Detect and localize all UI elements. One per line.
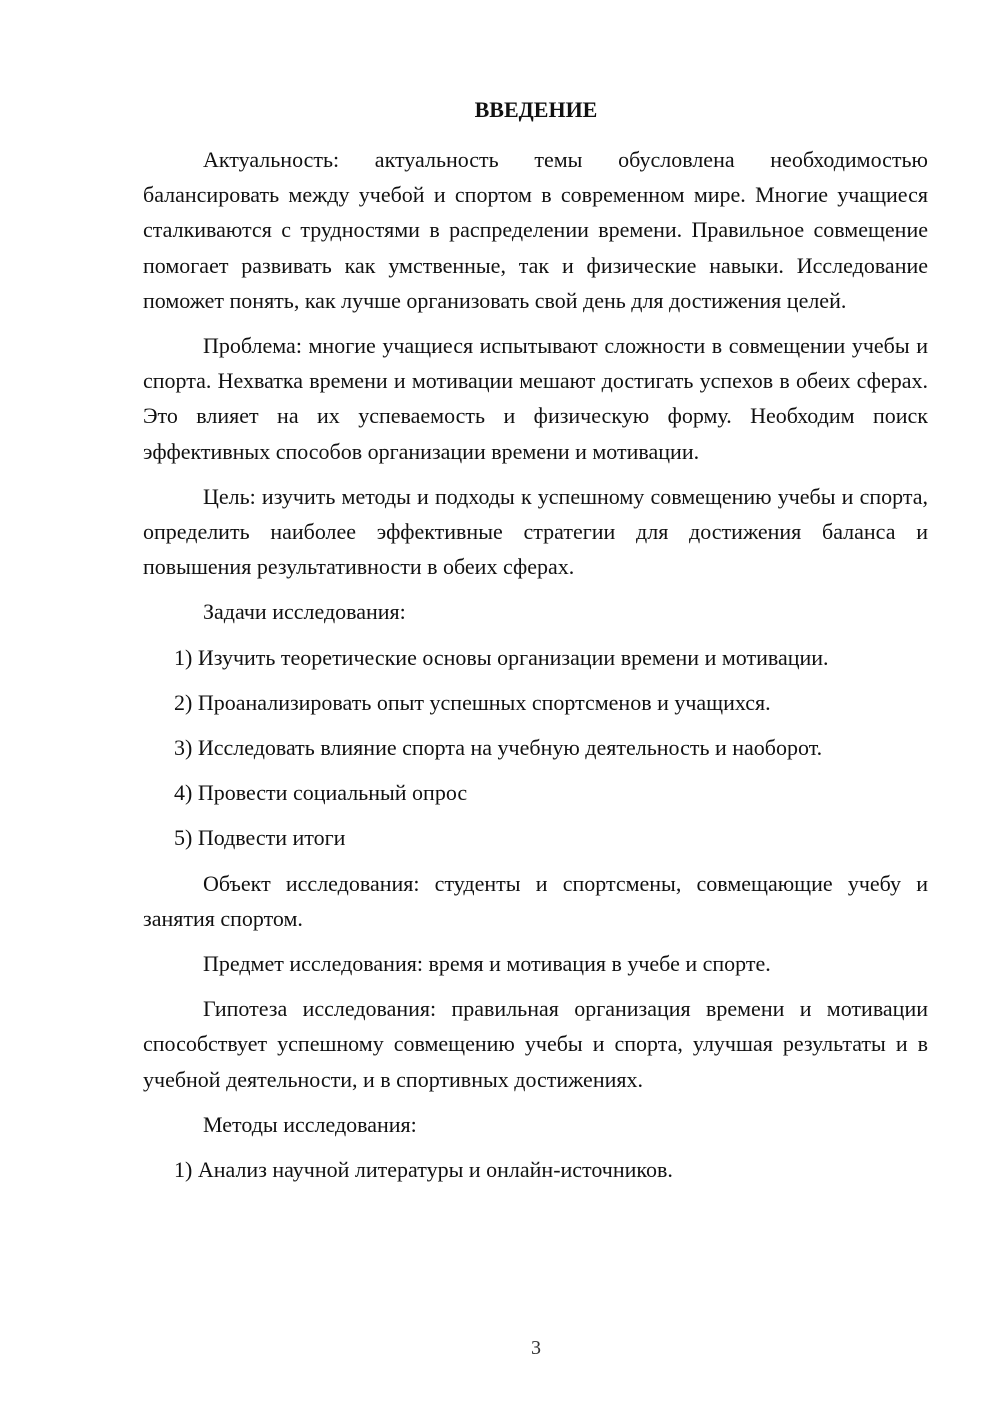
problem-paragraph: Проблема: многие учащиеся испытывают сложности в совмещении учебы и спорта. Нехватка времени и мотивации мешают достигать успехов в обеих сферах. Это влияет на их успеваемость и физическую форму. Необходим поиск эффективных способов организации времени и мотивации.: [143, 333, 928, 464]
methods-heading: Методы исследования:: [203, 1111, 417, 1137]
page-title: ВВЕДЕНИЕ: [474, 97, 598, 122]
research-subject-paragraph: Предмет исследования: время и мотивация в учебе и спорте.: [203, 951, 771, 977]
method-item: 1) Анализ научной литературы и онлайн-источников.: [174, 1157, 673, 1183]
task-item: 3) Исследовать влияние спорта на учебную деятельность и наоборот.: [174, 735, 823, 761]
relevance-paragraph: Актуальность: актуальность темы обусловлена необходимостью балансировать между учебой и спортом в современном мире. Многие учащиеся сталкиваются с трудностями в распределении времени. Правильное совмещение помогает развивать как умственные, так и физические навыки. Исследование поможет понять, как лучше организовать свой день для достижения целей.: [143, 147, 928, 313]
goal-paragraph: Цель: изучить методы и подходы к успешному совмещению учебы и спорта, определить наиболее эффективные стратегии для достижения баланса и повышения результативности в обеих сферах.: [143, 483, 928, 580]
tasks-heading: Задачи исследования:: [203, 599, 406, 625]
page-number: 3: [531, 1337, 541, 1359]
task-item: 5) Подвести итоги: [174, 825, 346, 851]
hypothesis-paragraph: Гипотеза исследования: правильная организация времени и мотивации способствует успешному совмещению учебы и спорта, улучшая результаты и в учебной деятельности, и в спортивных достижениях.: [143, 996, 928, 1092]
document-body: [143, 142, 928, 1197]
task-item: 1) Изучить теоретические основы организации времени и мотивации.: [174, 644, 829, 670]
task-item: 4) Провести социальный опрос: [174, 780, 468, 806]
research-object-paragraph: Объект исследования: студенты и спортсмены, совмещающие учебу и занятия спортом.: [143, 870, 928, 931]
task-item: 2) Проанализировать опыт успешных спортсменов и учащихся.: [174, 689, 771, 715]
